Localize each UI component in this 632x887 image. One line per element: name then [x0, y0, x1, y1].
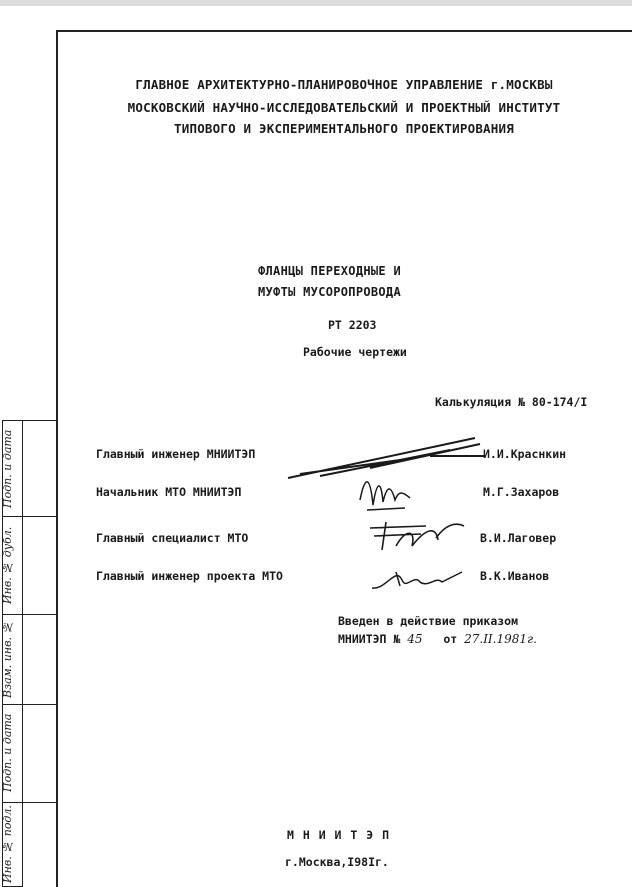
- stamp-field-sign-date: Подп. и дата: [1, 713, 14, 793]
- signature-4: [366, 560, 466, 596]
- signatory-name-1: И.И.Краснкин: [483, 447, 567, 461]
- doc-type: Рабочие чертежи: [303, 345, 407, 359]
- order-prefix: МНИИТЭП №: [338, 632, 401, 646]
- stamp-field-sign-date-top: Подп. и дата: [1, 429, 14, 509]
- order-line-1: Введен в действие приказом: [338, 614, 519, 628]
- stamp-divider: [2, 516, 56, 517]
- order-line-2: [338, 632, 537, 646]
- order-date-prefix: от: [443, 632, 458, 646]
- header-line-1: ГЛАВНОЕ АРХИТЕКТУРНО-ПЛАНИРОВОЧНОЕ УПРАВЛЕНИЕ г.МОСКВЫ: [135, 77, 553, 92]
- stamp-divider: [2, 614, 56, 615]
- footer-org: М Н И И Т Э П: [287, 828, 391, 842]
- stamp-field-inv-podl: Инв. № подл.: [1, 805, 14, 883]
- order-number: 45: [407, 632, 423, 646]
- signatory-name-3: В.И.Лаговер: [480, 531, 557, 545]
- signatory-role-1: Главный инженер МНИИТЭП: [96, 447, 256, 461]
- order-date: 27.II.1981г.: [464, 632, 537, 646]
- signatory-role-3: Главный специалист МТО: [96, 531, 249, 545]
- stamp-field-inv-dubl: Инв. № дубл.: [1, 526, 14, 604]
- stamp-field-vzam-inv: Взам. инв. №: [1, 620, 14, 698]
- doc-title-line-2: МУФТЫ МУСОРОПРОВОДА: [258, 285, 401, 299]
- signature-2: [355, 470, 415, 515]
- calculation-number: Калькуляция № 80-174/I: [435, 395, 588, 409]
- stamp-divider: [2, 802, 56, 803]
- header-line-3: ТИПОВОГО И ЭКСПЕРИМЕНТАЛЬНОГО ПРОЕКТИРОВАНИЯ: [174, 121, 514, 136]
- signatory-name-4: В.К.Иванов: [480, 569, 550, 583]
- side-stamp-column: [22, 420, 56, 887]
- signatory-name-2: М.Г.Захаров: [483, 485, 560, 499]
- doc-code: РТ 2203: [328, 318, 377, 332]
- stamp-divider: [2, 704, 56, 705]
- doc-title-line-1: ФЛАНЦЫ ПЕРЕХОДНЫЕ И: [258, 264, 401, 278]
- signature-3: [366, 518, 466, 554]
- signatory-role-4: Главный инженер проекта МТО: [96, 569, 283, 583]
- scan-edge: [0, 0, 632, 6]
- signatory-role-2: Начальник МТО МНИИТЭП: [96, 485, 242, 499]
- header-line-2: МОСКОВСКИЙ НАУЧНО-ИССЛЕДОВАТЕЛЬСКИЙ И ПРОЕКТНЫЙ ИНСТИТУТ: [127, 100, 561, 115]
- footer-city-year: г.Москва,I98Iг.: [285, 855, 389, 869]
